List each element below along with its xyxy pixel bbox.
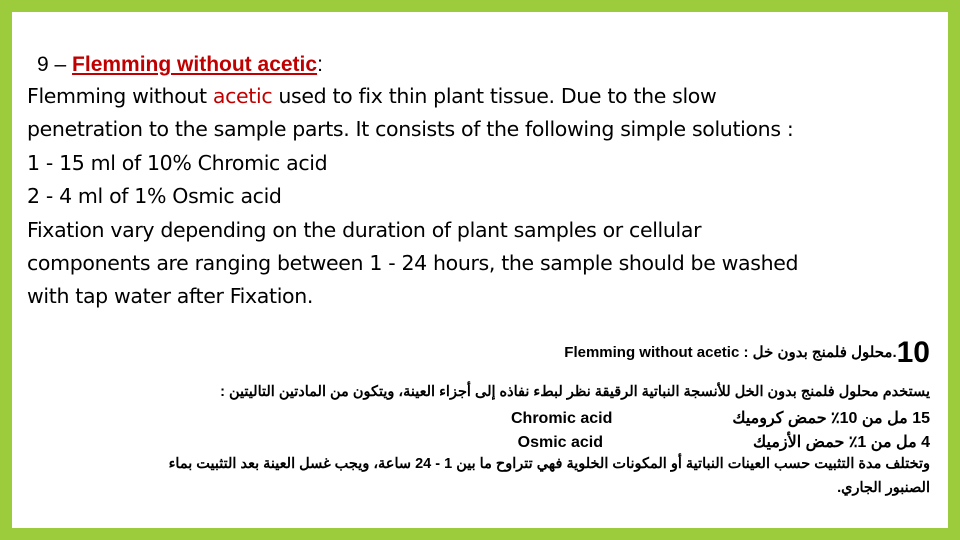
english-line-6: components are ranging between 1 - 24 hours, the sample should be washed xyxy=(27,251,799,276)
english-line-1-highlight: acetic xyxy=(212,84,273,108)
heading-title: Flemming without acetic xyxy=(72,53,318,76)
arabic-line-4 xyxy=(50,432,930,452)
arabic-line-3 xyxy=(50,408,930,428)
arabic-line-5: وتختلف مدة التثبيت حسب العينات النباتية أو المكونات الخلوية فهي تتراوح ما بين 1 - 24 ساعة، ويجب غسل العينة بعد التثبيت بماء xyxy=(168,456,930,472)
english-line-1-end: used to fix thin plant tissue. Due to the slow xyxy=(272,84,717,108)
english-line-4: 2 - 4 ml of 1% Osmic acid xyxy=(27,184,282,209)
english-line-3: 1 - 15 ml of 10% Chromic acid xyxy=(27,150,328,175)
arabic-line-2: يستخدم محلول فلمنج بدون الخل للأنسجة النباتية الرقيقة نظر لبطء نفاذه إلى أجزاء العينة، ويتكون من المادتين التاليتين : xyxy=(220,384,930,400)
section-heading xyxy=(37,53,323,77)
arabic-line-3-en: Chromic acid xyxy=(510,410,613,427)
english-line-1 xyxy=(27,80,932,113)
arabic-line-4-ar: 4 مل من 1٪ حمض الأزميك xyxy=(753,434,930,451)
heading-number: 9 – xyxy=(37,53,73,76)
arabic-heading xyxy=(50,336,930,370)
heading-colon: : xyxy=(317,53,323,76)
english-body xyxy=(27,80,932,314)
arabic-line-3-ar: 15 مل من 10٪ حمض كروميك xyxy=(732,410,930,427)
english-line-7: with tap water after Fixation. xyxy=(27,284,314,309)
arabic-heading-number: 10 xyxy=(896,336,930,369)
arabic-heading-english: Flemming without acetic : xyxy=(564,343,749,361)
arabic-line-4-en: Osmic acid xyxy=(517,434,603,451)
english-line-1-start: Flemming without xyxy=(27,84,213,108)
arabic-line-6: الصنبور الجاري. xyxy=(837,480,930,496)
english-line-2: penetration to the sample parts. It consists of the following simple solutions : xyxy=(27,117,794,142)
english-line-5: Fixation vary depending on the duration of plant samples or cellular xyxy=(27,217,702,242)
arabic-heading-title: .محلول فلمنج بدون خل xyxy=(752,343,897,361)
